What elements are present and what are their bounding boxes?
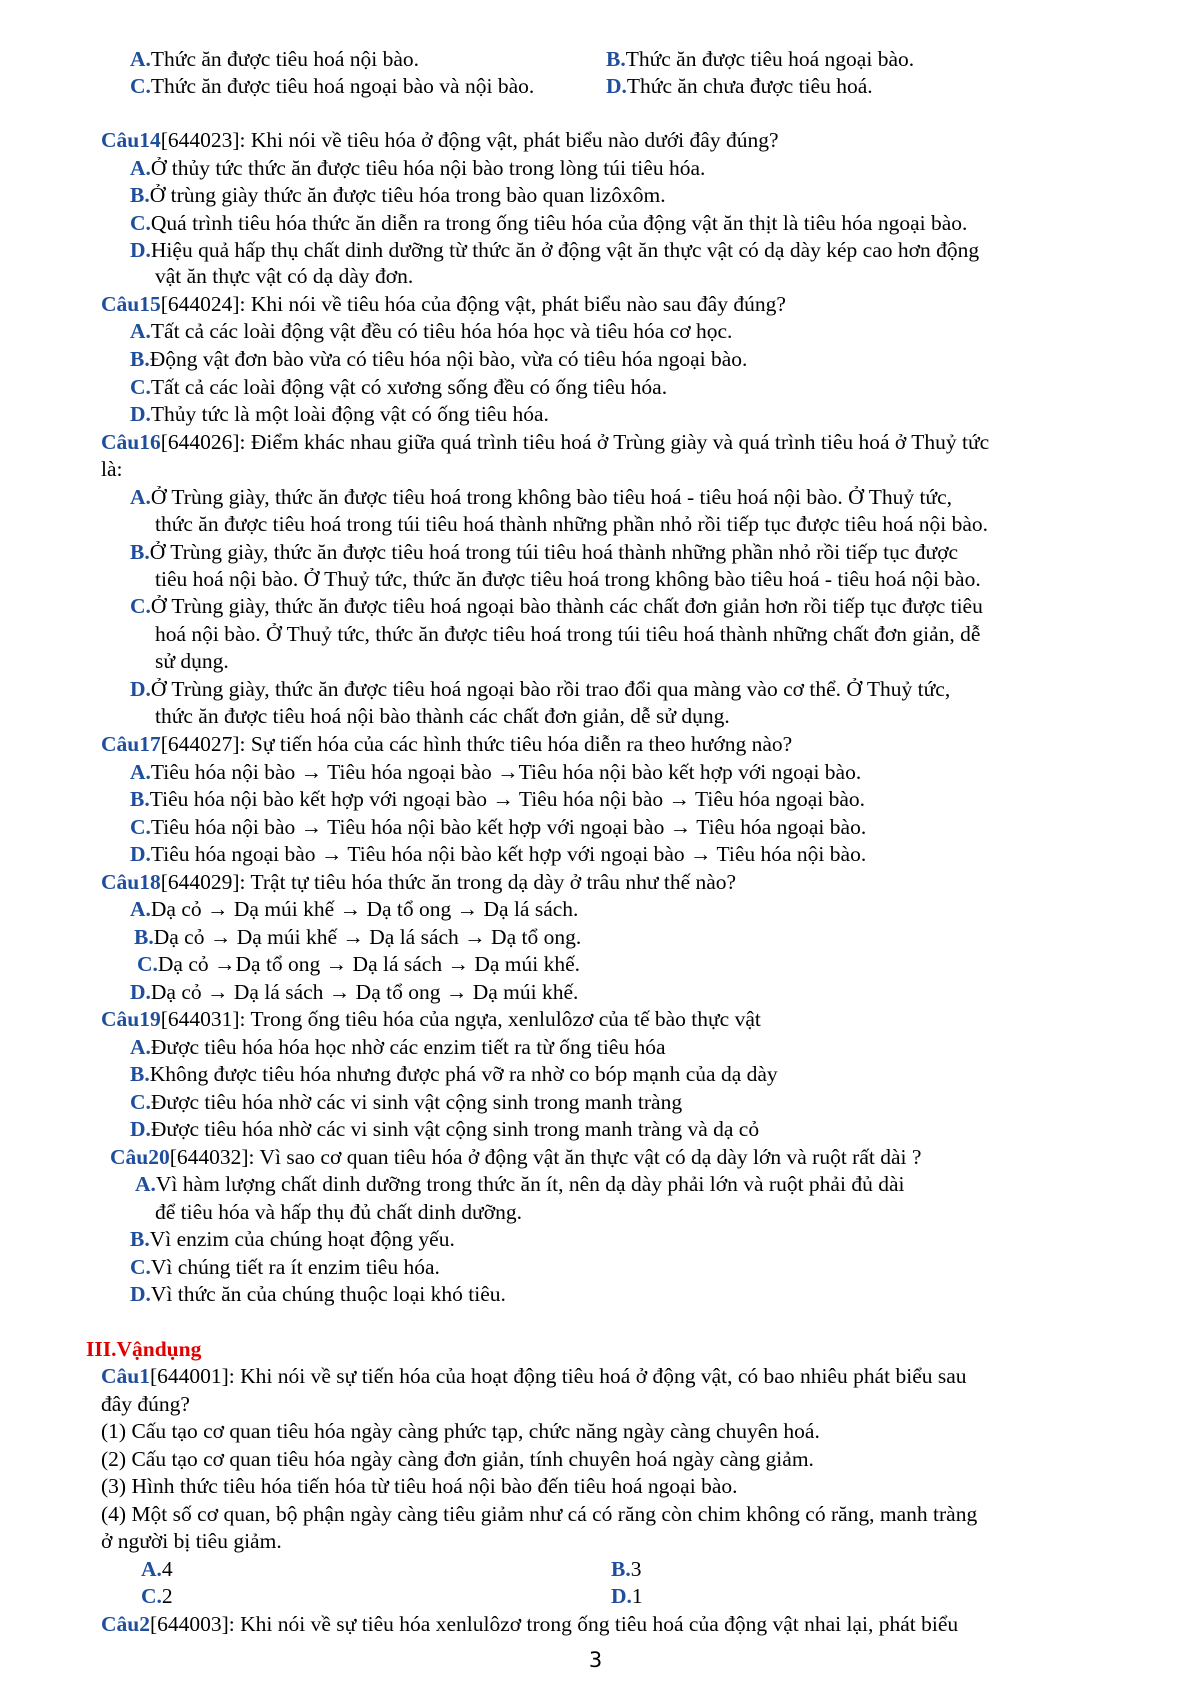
q20-option-c: C.Vì chúng tiết ra ít enzim tiêu hóa. bbox=[130, 1255, 440, 1279]
question-16: Câu16[644026]: Điểm khác nhau giữa quá trình tiêu hoá ở Trùng giày và quá trình tiêu hoá ở Thuỷ tức bbox=[101, 430, 990, 454]
q17-option-b: B.Tiêu hóa nội bào kết hợp với ngoại bào → Tiêu hóa nội bào → Tiêu hóa ngoại bào. bbox=[130, 787, 866, 811]
option-a: A.Thức ăn được tiêu hoá nội bào. bbox=[130, 47, 420, 71]
q17-option-d: D.Tiêu hóa ngoại bào → Tiêu hóa nội bào kết hợp với ngoại bào → Tiêu hóa nội bào. bbox=[130, 842, 867, 866]
q16-option-d-cont: thức ăn được tiêu hoá nội bào thành các chất đơn giản, dễ sử dụng. bbox=[155, 704, 730, 728]
option-d: D.Thức ăn chưa được tiêu hoá. bbox=[606, 74, 873, 98]
question-15: Câu15[644024]: Khi nói về tiêu hóa của động vật, phát biểu nào sau đây đúng? bbox=[101, 292, 786, 316]
question-20: Câu20[644032]: Vì sao cơ quan tiêu hóa ở động vật ăn thực vật có dạ dày lớn và ruột rất dài ? bbox=[110, 1145, 922, 1169]
q14-option-d: D.Hiệu quả hấp thụ chất dinh dưỡng từ thức ăn ở động vật ăn thực vật có dạ dày kép cao hơn động bbox=[130, 238, 980, 262]
question-19: Câu19[644031]: Trong ống tiêu hóa của ngựa, xenlulôzơ của tế bào thực vật bbox=[101, 1007, 761, 1031]
q14-option-d-cont: vật ăn thực vật có dạ dày đơn. bbox=[155, 264, 414, 288]
c1-option-b: B.3 bbox=[611, 1557, 642, 1581]
q15-option-c: C.Tất cả các loài động vật có xương sống đều có ống tiêu hóa. bbox=[130, 375, 668, 399]
q17-option-c: C.Tiêu hóa nội bào → Tiêu hóa nội bào kết hợp với ngoại bào → Tiêu hóa ngoại bào. bbox=[130, 815, 867, 839]
q15-option-d: D.Thủy tức là một loài động vật có ống tiêu hóa. bbox=[130, 402, 549, 426]
question-c1-cont: đây đúng? bbox=[101, 1392, 190, 1416]
q20-option-d: D.Vì thức ăn của chúng thuộc loại khó tiêu. bbox=[130, 1282, 506, 1306]
statement-4-cont: ở người bị tiêu giảm. bbox=[101, 1529, 282, 1553]
q15-option-a: A.Tất cả các loài động vật đều có tiêu hóa hóa học và tiêu hóa cơ học. bbox=[130, 319, 733, 343]
q16-option-a-cont: thức ăn được tiêu hoá trong túi tiêu hoá thành những phần nhỏ rồi tiếp tục được tiêu hoá nội bào. bbox=[155, 512, 989, 536]
section-heading: III.Vậndụng bbox=[86, 1337, 202, 1361]
q19-option-d: D.Được tiêu hóa nhờ các vi sinh vật cộng sinh trong manh tràng và dạ cỏ bbox=[130, 1117, 760, 1141]
question-14: Câu14[644023]: Khi nói về tiêu hóa ở động vật, phát biểu nào dưới đây đúng? bbox=[101, 128, 779, 152]
question-17: Câu17[644027]: Sự tiến hóa của các hình thức tiêu hóa diễn ra theo hướng nào? bbox=[101, 732, 793, 756]
q16-option-c-cont2: sử dụng. bbox=[155, 649, 229, 673]
statement-3: (3) Hình thức tiêu hóa tiến hóa từ tiêu hoá nội bào đến tiêu hoá ngoại bào. bbox=[101, 1474, 738, 1498]
q16-option-c: C.Ở Trùng giày, thức ăn được tiêu hoá ngoại bào thành các chất đơn giản hơn rồi tiếp tục được tiêu bbox=[130, 594, 983, 618]
q18-option-d: D.Dạ cỏ → Dạ lá sách → Dạ tổ ong → Dạ múi khế. bbox=[130, 980, 579, 1004]
question-c1: Câu1[644001]: Khi nói về sự tiến hóa của hoạt động tiêu hoá ở động vật, có bao nhiêu phát biểu sau bbox=[101, 1364, 967, 1388]
q17-option-a: A.Tiêu hóa nội bào → Tiêu hóa ngoại bào →Tiêu hóa nội bào kết hợp với ngoại bào. bbox=[130, 760, 862, 784]
q16-option-c-cont: hoá nội bào. Ở Thuỷ tức, thức ăn được tiêu hoá trong túi tiêu hoá thành những chất đơn giản, dễ bbox=[155, 622, 981, 646]
q14-option-c: C.Quá trình tiêu hóa thức ăn diễn ra trong ống tiêu hóa của động vật ăn thịt là tiêu hóa ngoại bào. bbox=[130, 211, 968, 235]
page-number: 3 bbox=[588, 1648, 603, 1672]
statement-2: (2) Cấu tạo cơ quan tiêu hóa ngày càng đơn giản, tính chuyên hoá ngày càng giảm. bbox=[101, 1447, 814, 1471]
question-c2: Câu2[644003]: Khi nói về sự tiêu hóa xenlulôzơ trong ống tiêu hoá của động vật nhai lại, phát biểu bbox=[101, 1612, 959, 1636]
q16-option-b-cont: tiêu hoá nội bào. Ở Thuỷ tức, thức ăn được tiêu hoá trong không bào tiêu hoá - tiêu hoá nội bào. bbox=[155, 567, 981, 591]
question-18: Câu18[644029]: Trật tự tiêu hóa thức ăn trong dạ dày ở trâu như thế nào? bbox=[101, 870, 737, 894]
q16-option-a: A.Ở Trùng giày, thức ăn được tiêu hoá trong không bào tiêu hoá - tiêu hoá nội bào. Ở Thuỷ tức, bbox=[130, 485, 952, 509]
q16-option-d: D.Ở Trùng giày, thức ăn được tiêu hoá ngoại bào rồi trao đổi qua màng vào cơ thể. Ở Thuỷ tức, bbox=[130, 677, 951, 701]
q14-option-a: A.Ở thủy tức thức ăn được tiêu hóa nội bào trong lòng túi tiêu hóa. bbox=[130, 156, 706, 180]
q19-option-c: C.Được tiêu hóa nhờ các vi sinh vật cộng sinh trong manh tràng bbox=[130, 1090, 683, 1114]
q19-option-b: B.Không được tiêu hóa nhưng được phá vỡ ra nhờ co bóp mạnh của dạ dày bbox=[130, 1062, 778, 1086]
c1-option-a: A.4 bbox=[141, 1557, 173, 1581]
c1-option-c: C.2 bbox=[141, 1584, 173, 1608]
option-c: C.Thức ăn được tiêu hoá ngoại bào và nội bào. bbox=[130, 74, 535, 98]
statement-4: (4) Một số cơ quan, bộ phận ngày càng tiêu giảm như cá có răng còn chim không có răng, manh tràng bbox=[101, 1502, 978, 1526]
c1-option-d: D.1 bbox=[611, 1584, 643, 1608]
option-b: B.Thức ăn được tiêu hoá ngoại bào. bbox=[606, 47, 915, 71]
q18-option-b: B.Dạ cỏ → Dạ múi khế → Dạ lá sách → Dạ tổ ong. bbox=[134, 925, 582, 949]
q15-option-b: B.Động vật đơn bào vừa có tiêu hóa nội bào, vừa có tiêu hóa ngoại bào. bbox=[130, 347, 748, 371]
q18-option-a: A.Dạ cỏ → Dạ múi khế → Dạ tổ ong → Dạ lá sách. bbox=[130, 897, 579, 921]
q20-option-a: A.Vì hàm lượng chất dinh dưỡng trong thức ăn ít, nên dạ dày phải lớn và ruột phải đủ dài bbox=[135, 1172, 905, 1196]
q18-option-c: C.Dạ cỏ →Dạ tổ ong → Dạ lá sách → Dạ múi khế. bbox=[137, 952, 581, 976]
question-16-cont: là: bbox=[101, 457, 123, 481]
q19-option-a: A.Được tiêu hóa hóa học nhờ các enzim tiết ra từ ống tiêu hóa bbox=[130, 1035, 666, 1059]
q14-option-b: B.Ở trùng giày thức ăn được tiêu hóa trong bào quan lizôxôm. bbox=[130, 183, 666, 207]
q20-option-b: B.Vì enzim của chúng hoạt động yếu. bbox=[130, 1227, 455, 1251]
statement-1: (1) Cấu tạo cơ quan tiêu hóa ngày càng phức tạp, chức năng ngày càng chuyên hoá. bbox=[101, 1419, 820, 1443]
q16-option-b: B.Ở Trùng giày, thức ăn được tiêu hoá trong túi tiêu hoá thành những phần nhỏ rồi tiếp tục được bbox=[130, 540, 959, 564]
q20-option-a-cont: để tiêu hóa và hấp thụ đủ chất dinh dưỡng. bbox=[155, 1200, 522, 1224]
